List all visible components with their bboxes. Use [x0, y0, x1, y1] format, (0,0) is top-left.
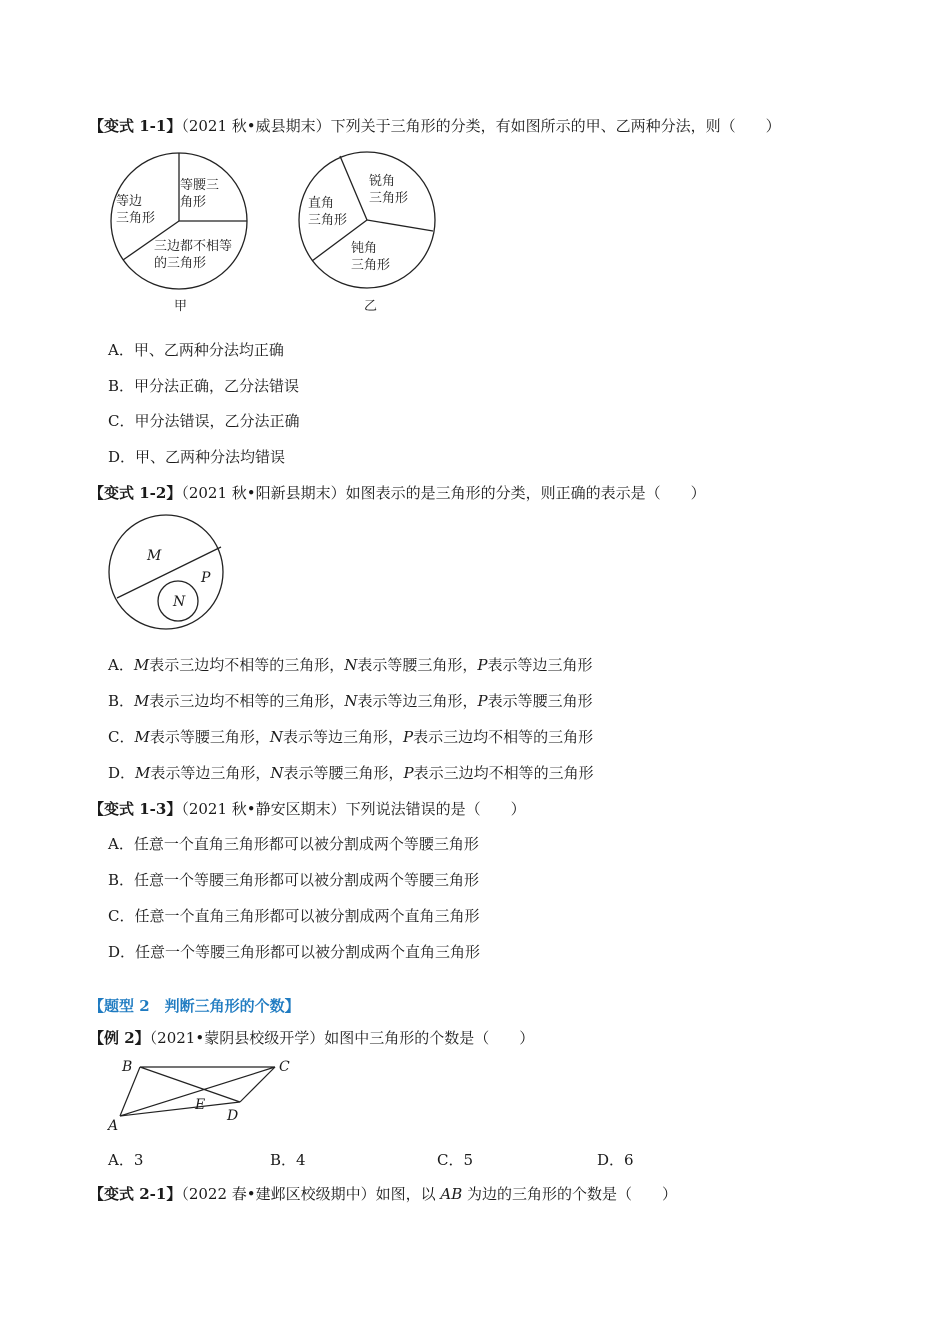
point-label-d: D	[227, 1108, 239, 1124]
example-2-header	[89, 1028, 534, 1048]
question-text: （2021 秋•静安区期末）下列说法错误的是（ ）	[181, 800, 526, 818]
region-label: 三角形	[116, 211, 156, 226]
option-a[interactable]: A．甲、乙两种分法均正确	[108, 341, 284, 359]
figure-caption: 乙	[364, 299, 378, 314]
classification-diagram-yi	[290, 145, 450, 320]
option-d[interactable]: D．M表示等边三角形，N表示等腰三角形，P表示三边均不相等的三角形	[108, 764, 594, 782]
option-b[interactable]: B．M表示三边均不相等的三角形，N表示等边三角形，P表示等腰三角形	[108, 692, 593, 710]
region-label: 三角形	[351, 258, 391, 273]
question-1-2-header	[89, 483, 706, 503]
triangle-count-figure	[100, 1052, 310, 1142]
question-1-3-header	[89, 799, 526, 819]
option-d[interactable]: D．6	[597, 1151, 634, 1169]
question-text: 为边的三角形的个数是（ ）	[462, 1185, 678, 1203]
point-label-e: E	[195, 1097, 206, 1113]
region-label: 锐角	[369, 174, 396, 189]
label-n: N	[173, 594, 186, 610]
question-2-1-header	[89, 1184, 677, 1204]
option-b[interactable]: B．任意一个等腰三角形都可以被分割成两个等腰三角形	[108, 871, 480, 889]
question-tag: 【变式 2-1】	[89, 1185, 182, 1203]
question-tag: 【例 2】	[89, 1029, 150, 1047]
question-tag: 【变式 1-1】	[89, 117, 182, 135]
option-a[interactable]: A．任意一个直角三角形都可以被分割成两个等腰三角形	[108, 835, 479, 853]
option-c[interactable]: C．5	[437, 1151, 474, 1169]
question-1-1-header	[89, 116, 781, 136]
classification-diagram-mnp	[105, 510, 235, 640]
point-label-a: A	[108, 1118, 119, 1134]
question-text: （2021 秋•威县期末）下列关于三角形的分类，有如图所示的甲、乙两种分法，则（ ）	[181, 117, 781, 135]
option-d[interactable]: D．甲、乙两种分法均错误	[108, 448, 286, 466]
segment-ab: AB	[440, 1185, 463, 1203]
region-label: 三角形	[308, 213, 348, 228]
option-d[interactable]: D．任意一个等腰三角形都可以被分割成两个直角三角形	[108, 943, 481, 961]
option-b[interactable]: B．甲分法正确，乙分法错误	[108, 377, 300, 395]
region-label: 直角	[308, 196, 335, 211]
option-c[interactable]: C．甲分法错误，乙分法正确	[108, 412, 300, 430]
region-label: 的三角形	[154, 256, 207, 271]
question-text: （2021•蒙阴县校级开学）如图中三角形的个数是（ ）	[149, 1029, 535, 1047]
option-c[interactable]: C．任意一个直角三角形都可以被分割成两个直角三角形	[108, 907, 480, 925]
question-tag: 【变式 1-3】	[89, 800, 182, 818]
region-label: 等边	[116, 194, 143, 209]
region-label: 三边都不相等	[154, 239, 233, 254]
label-p: P	[201, 570, 211, 586]
figure-caption: 甲	[174, 299, 188, 314]
classification-diagram-jia	[100, 145, 260, 320]
label-m: M	[147, 548, 162, 564]
point-label-c: C	[279, 1059, 290, 1075]
region-label: 三角形	[369, 191, 409, 206]
question-text: （2022 春•建邺区校级期中）如图，以	[181, 1185, 441, 1203]
option-a[interactable]: A．M表示三边均不相等的三角形，N表示等腰三角形，P表示等边三角形	[108, 656, 593, 674]
question-tag: 【变式 1-2】	[89, 484, 182, 502]
option-a[interactable]: A．3	[108, 1151, 144, 1169]
region-label: 钝角	[351, 241, 378, 256]
point-label-b: B	[122, 1059, 133, 1075]
question-text: （2021 秋•阳新县期末）如图表示的是三角形的分类，则正确的表示是（ ）	[181, 484, 706, 502]
section-title: 【题型 2 判断三角形的个数】	[89, 997, 300, 1015]
region-label: 等腰三	[180, 178, 220, 193]
option-c[interactable]: C．M表示等腰三角形，N表示等边三角形，P表示三边均不相等的三角形	[108, 728, 594, 746]
option-b[interactable]: B．4	[270, 1151, 306, 1169]
region-label: 角形	[180, 195, 207, 210]
